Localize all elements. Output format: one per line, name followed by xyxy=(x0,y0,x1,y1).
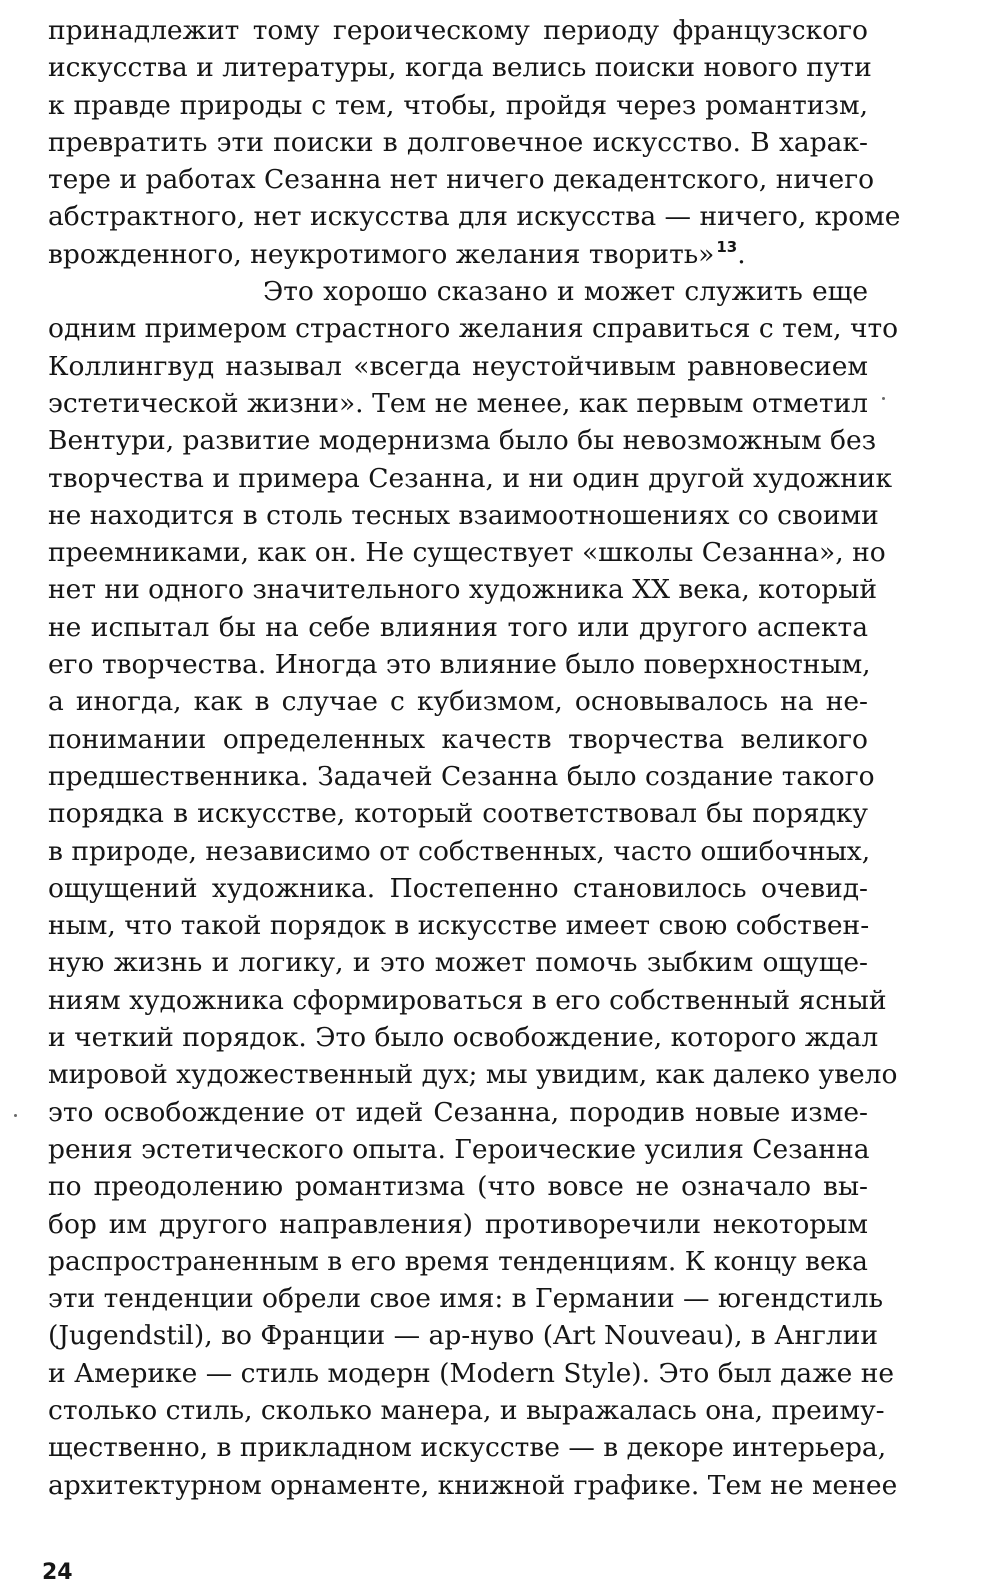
text-line: искусства и литературы, когда велись поиски нового пути xyxy=(48,52,872,84)
text-line: понимании определенных качеств творчества великого xyxy=(48,723,868,755)
text-line: принадлежит тому героическому периоду французского xyxy=(48,15,868,46)
text-line: Коллингвуд называл «всегда неустойчивым равновесием xyxy=(48,350,868,382)
text-line-content: врожденного, неукротимого желания творить» xyxy=(48,238,715,270)
text-line: абстрактного, нет искусства для искусства — ничего, кроме xyxy=(48,201,901,233)
text-line: и Америке — стиль модерн (Modern Style). Это был даже не xyxy=(48,1357,895,1389)
text-line: а иногда, как в случае с кубизмом, основывалось на не- xyxy=(48,686,868,718)
text-line: это освобождение от идей Сезанна, породив новые изме- xyxy=(48,1096,868,1128)
text-line: (Jugendstil), во Франции — ар-нуво (Art Nouveau), в Англии xyxy=(48,1320,879,1352)
text-line: предшественника. Задачей Сезанна было создание такого xyxy=(48,760,875,792)
text-line-end: . xyxy=(737,238,746,270)
text-line: одним примером страстного желания справиться с тем, что xyxy=(48,313,899,345)
text-line: эстетической жизни». Тем не менее, как первым отметил xyxy=(48,387,868,419)
text-line: в природе, независимо от собственных, часто ошибочных, xyxy=(48,835,871,867)
text-line: преемниками, как он. Не существует «школы Сезанна», но xyxy=(48,537,886,569)
text-line: не находится в столь тесных взаимоотношениях со своими xyxy=(48,499,879,531)
text-line: ощущений художника. Постепенно становилось очевид- xyxy=(48,872,868,904)
page-number: 24 xyxy=(42,1560,73,1585)
text-line: Это хорошо сказано и может служить еще xyxy=(263,276,868,308)
text-line: и четкий порядок. Это было освобождение, которого ждал xyxy=(48,1022,879,1054)
text-line: бор им другого направления) противоречили некоторым xyxy=(48,1208,868,1240)
body-text xyxy=(48,12,901,1504)
text-line: ную жизнь и логику, и это может помочь зыбким ощуще- xyxy=(48,947,868,979)
print-speck xyxy=(882,397,885,400)
text-line: превратить эти поиски в долговечное искусство. В харак- xyxy=(48,126,868,158)
text-line xyxy=(48,236,868,273)
text-line: по преодолению романтизма (что вовсе не означало вы- xyxy=(48,1171,868,1203)
text-line: рения эстетического опыта. Героические усилия Сезанна xyxy=(48,1133,870,1165)
text-line: к правде природы с тем, чтобы, пройдя через романтизм, xyxy=(48,89,868,121)
text-line: нет ни одного значительного художника XX века, который xyxy=(48,574,878,606)
text-line: творчества и примера Сезанна, и ни один другой художник xyxy=(48,462,893,494)
text-line: не испытал бы на себе влияния того или другого аспекта xyxy=(48,611,868,643)
text-line: архитектурном орнаменте, книжной графике. Тем не менее xyxy=(48,1469,898,1501)
footnote-reference: 13 xyxy=(716,237,738,256)
text-line: столько стиль, сколько манера, и выражалась она, преиму- xyxy=(48,1394,885,1426)
text-line: Вентури, развитие модернизма было бы невозможным без xyxy=(48,425,877,457)
text-line: ниям художника сформироваться в его собственный ясный xyxy=(48,984,887,1016)
text-line: распространенным в его время тенденциям. К концу века xyxy=(48,1245,868,1277)
text-line: эти тенденции обрели свое имя: в Германии — югендстиль xyxy=(48,1283,884,1315)
print-speck xyxy=(14,1114,17,1117)
text-line: мировой художественный дух; мы увидим, как далеко увело xyxy=(48,1059,898,1091)
text-line: порядка в искусстве, который соответствовал бы порядку xyxy=(48,798,868,830)
text-line: щественно, в прикладном искусстве — в декоре интерьера, xyxy=(48,1432,887,1464)
text-line: тере и работах Сезанна нет ничего декадентского, ничего xyxy=(48,164,875,196)
text-line: ным, что такой порядок в искусстве имеет свою собствен- xyxy=(48,910,870,942)
text-line: его творчества. Иногда это влияние было поверхностным, xyxy=(48,649,871,681)
